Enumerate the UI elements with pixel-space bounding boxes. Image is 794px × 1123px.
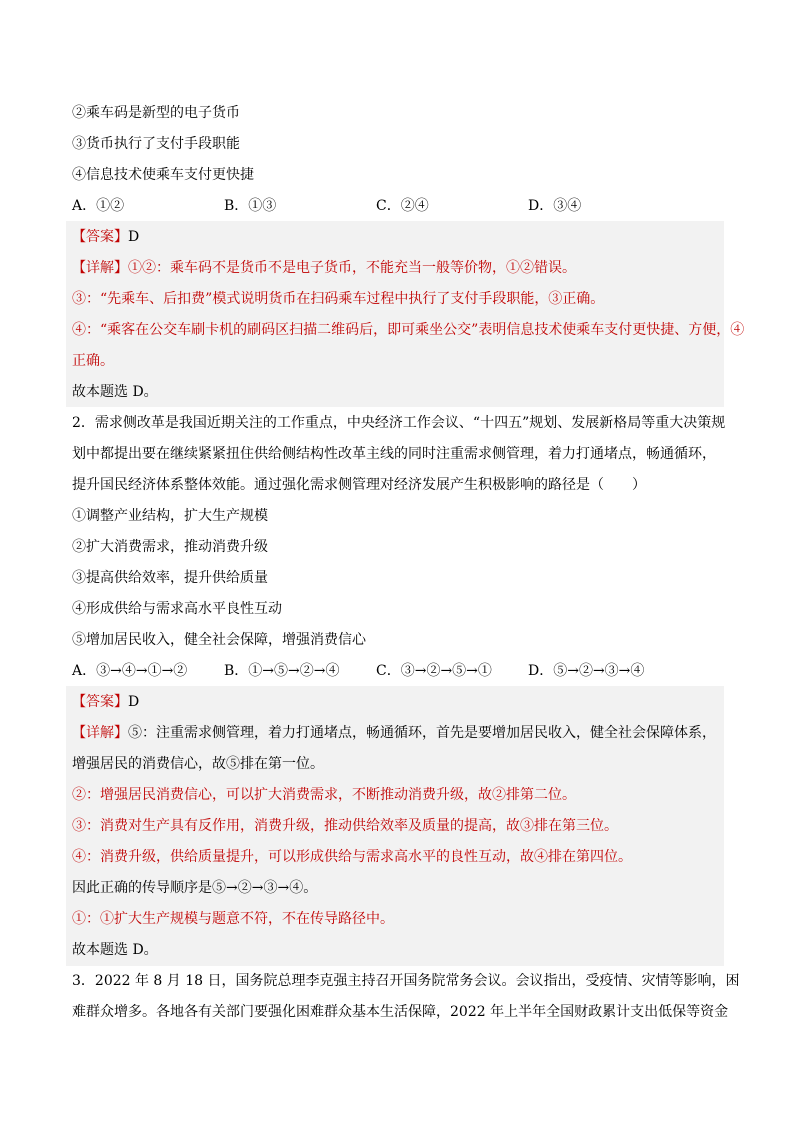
q2-item-3: ③提高供给效率，提升供给质量 bbox=[72, 570, 268, 586]
q2-item-1: ①调整产业结构，扩大生产规模 bbox=[72, 508, 268, 524]
q2-explain-first bbox=[72, 723, 716, 743]
q1-option-d: D．③④ bbox=[528, 198, 582, 214]
q1-answer-box bbox=[66, 221, 724, 407]
q2-explain-2: ②：增强居民消费信心，可以扩大消费需求，不断推动消费升级，故②排第二位。 bbox=[72, 787, 576, 803]
answer-value: D bbox=[128, 694, 140, 710]
q1-option-c: C．②④ bbox=[376, 198, 429, 214]
q1-item-3: ③货币执行了支付手段职能 bbox=[72, 136, 240, 152]
q2-item-5: ⑤增加居民收入，健全社会保障，增强消费信心 bbox=[72, 632, 366, 648]
q2-explain-first-text: ⑤：注重需求侧管理，着力打通堵点，畅通循环，首先是要增加居民收入，健全社会保障体系， bbox=[128, 725, 716, 741]
q3-stem-2: 难群众增多。各地各有关部门要强化困难群众基本生活保障，2022 年上半年全国财政累计支出低保等资金 bbox=[72, 1004, 729, 1020]
q1-option-a: A．①② bbox=[72, 198, 125, 214]
q2-conclusion: 故本题选 D。 bbox=[72, 942, 158, 958]
q1-option-b: B．①③ bbox=[224, 198, 277, 214]
q2-order: 因此正确的传导顺序是⑤→②→③→④。 bbox=[72, 880, 318, 896]
q2-stem-3: 提升国民经济体系整体效能。通过强化需求侧管理对经济发展产生积极影响的路径是（ ） bbox=[72, 477, 646, 493]
answer-label: 【答案】 bbox=[72, 694, 128, 710]
q2-item-2: ②扩大消费需求，推动消费升级 bbox=[72, 539, 268, 555]
q2-option-c: C．③→②→⑤→① bbox=[376, 663, 492, 679]
q2-explain-first-cont: 增强居民的消费信心，故⑤排在第一位。 bbox=[72, 756, 324, 772]
q1-conclusion: 故本题选 D。 bbox=[72, 384, 158, 400]
q1-options bbox=[72, 196, 722, 216]
q1-explain-4: 正确。 bbox=[72, 353, 114, 369]
explain-label: 【详解】 bbox=[72, 260, 128, 276]
q2-stem-1: 2．需求侧改革是我国近期关注的工作重点，中央经济工作会议、“十四五”规划、发展新格局等重大决策规 bbox=[72, 415, 726, 431]
q2-option-d: D．⑤→②→③→④ bbox=[528, 663, 645, 679]
q1-explain-2: ③：“先乘车、后扣费”模式说明货币在扫码乘车过程中执行了支付手段职能，③正确。 bbox=[72, 291, 605, 307]
q1-item-2: ②乘车码是新型的电子货币 bbox=[72, 105, 240, 121]
q2-option-a: A．③→④→①→② bbox=[72, 663, 188, 679]
q2-answer bbox=[72, 692, 139, 712]
q2-option-b: B．①→⑤→②→④ bbox=[224, 663, 340, 679]
q1-answer bbox=[72, 227, 139, 247]
q1-explain-3: ④：“乘客在公交车刷卡机的刷码区扫描二维码后，即可乘坐公交”表明信息技术使乘车支付更快捷、方便，④ bbox=[72, 322, 745, 338]
q2-item-4: ④形成供给与需求高水平良性互动 bbox=[72, 601, 282, 617]
explain-label: 【详解】 bbox=[72, 725, 128, 741]
q2-options bbox=[72, 661, 722, 681]
q1-explain-1 bbox=[72, 258, 576, 278]
q2-stem-2: 划中都提出要在继续紧紧扭住供给侧结构性改革主线的同时注重需求侧管理，着力打通堵点，畅通循环， bbox=[72, 446, 716, 462]
q3-stem-1: 3．2022 年 8 月 18 日，国务院总理李克强主持召开国务院常务会议。会议指出，受疫情、灾情等影响，困 bbox=[72, 973, 740, 989]
q2-explain-3: ③：消费对生产具有反作用，消费升级，推动供给效率及质量的提高，故③排在第三位。 bbox=[72, 818, 618, 834]
answer-value: D bbox=[128, 229, 140, 245]
q2-exclude: ①：①扩大生产规模与题意不符，不在传导路径中。 bbox=[72, 911, 394, 927]
q1-item-4: ④信息技术使乘车支付更快捷 bbox=[72, 167, 254, 183]
answer-label: 【答案】 bbox=[72, 229, 128, 245]
q1-explain-line: ①②：乘车码不是货币不是电子货币，不能充当一般等价物，①②错误。 bbox=[128, 260, 576, 276]
q2-explain-4: ④：消费升级，供给质量提升，可以形成供给与需求高水平的良性互动，故④排在第四位。 bbox=[72, 849, 632, 865]
